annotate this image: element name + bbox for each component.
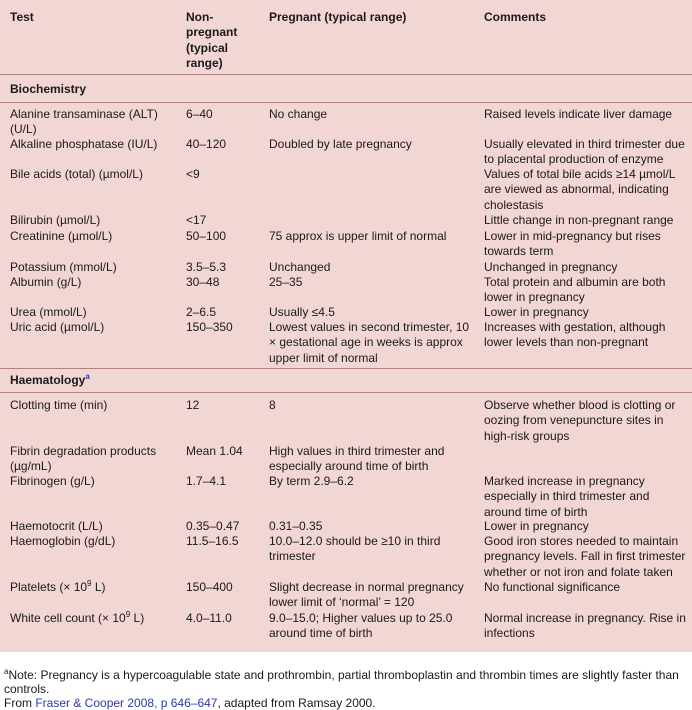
table-row-nonpregnant: Mean 1.04: [186, 444, 243, 458]
table-row-comments: Little change in non-pregnant range: [484, 213, 674, 227]
source-prefix: From: [4, 696, 36, 710]
table-row-pregnant: Unchanged: [269, 260, 331, 274]
table-row-pregnant: Lowest values in second trimester, 10 × gestational age in weeks is approx upper limit of normal: [269, 320, 470, 365]
table-row-comments: No functional significance: [484, 580, 621, 594]
table-row-test: Bilirubin (µmol/L): [10, 213, 101, 227]
table-row-comments: Increases with gestation, although lower levels than non-pregnant: [484, 320, 666, 350]
table-row-comments: Unchanged in pregnancy: [484, 260, 618, 274]
table-row-test: Haemoglobin (g/dL): [10, 534, 116, 548]
table-row-pregnant: 8: [269, 398, 276, 412]
table-row-nonpregnant: 11.5–16.5: [186, 534, 239, 548]
header-test: Test: [10, 10, 34, 24]
table-row-comments: Raised levels indicate liver damage: [484, 107, 673, 121]
table-row-nonpregnant: 40–120: [186, 137, 227, 151]
table-row-pregnant: 25–35: [269, 275, 303, 289]
table-row-pregnant: Slight decrease in normal pregnancy lower limit of ‘normal’ = 120: [269, 580, 464, 610]
header-rule: [0, 74, 692, 75]
footnote-marker-label: a: [4, 667, 9, 676]
table-row-comments: Values of total bile acids ≥14 µmol/L are viewed as abnormal, indicating cholestasis: [484, 167, 675, 212]
table-row-test: Fibrinogen (g/L): [10, 474, 95, 488]
table-row-nonpregnant: 0.35–0.47: [186, 519, 240, 533]
section-rule: [0, 392, 692, 393]
test-name-suffix: L): [130, 611, 145, 625]
table-row-pregnant: Usually ≤4.5: [269, 305, 335, 319]
table-row-pregnant: 0.31–0.35: [269, 519, 323, 533]
table-row-test: [10, 611, 180, 626]
header-comments: Comments: [484, 10, 547, 24]
table-row-comments: Normal increase in pregnancy. Rise in infections: [484, 611, 686, 641]
table-row-test: Urea (mmol/L): [10, 305, 87, 319]
table-row-test: Albumin (g/L): [10, 275, 82, 289]
table-row-pregnant: 9.0–15.0; Higher values up to 25.0 around time of birth: [269, 611, 453, 641]
table-row-test: Potassium (mmol/L): [10, 260, 117, 274]
table-row-nonpregnant: 4.0–11.0: [186, 611, 232, 625]
table-row-nonpregnant: 1.7–4.1: [186, 474, 227, 488]
table-row-test: Fibrin degradation products (µg/mL): [10, 444, 157, 474]
table-row-nonpregnant: <17: [186, 213, 207, 227]
table-row-comments: Observe whether blood is clotting or oozing from venepuncture sites in high-risk groups: [484, 398, 676, 443]
table-row-comments: Marked increase in pregnancy especially in third trimester and around time of birth: [484, 474, 650, 519]
source-link[interactable]: Fraser & Cooper 2008, p 646–647: [35, 696, 218, 710]
table-row-pregnant: By term 2.9–6.2: [269, 474, 354, 488]
section-rule: [0, 368, 692, 369]
table-row-comments: Lower in pregnancy: [484, 305, 589, 319]
section-haematology: [10, 373, 90, 388]
footnote-marker[interactable]: a: [85, 372, 90, 381]
table-row-test: Uric acid (µmol/L): [10, 320, 105, 334]
table-row-test: Creatinine (µmol/L): [10, 229, 113, 243]
table-row-test: Clotting time (min): [10, 398, 108, 412]
table-row-nonpregnant: 2–6.5: [186, 305, 217, 319]
table-row-nonpregnant: 30–48: [186, 275, 220, 289]
footnote-text: Note: Pregnancy is a hypercoagulable state and prothrombin, partial thromboplastin and thrombin times are slightly faster than controls.: [4, 668, 679, 696]
test-name-prefix: Platelets (× 10: [10, 580, 88, 594]
header-nonpregnant: Non-pregnant (typical range): [186, 10, 238, 71]
table-row-test: Bile acids (total) (µmol/L): [10, 167, 143, 181]
table-row-test: Alanine transaminase (ALT) (U/L): [10, 107, 158, 137]
table-row-pregnant: 75 approx is upper limit of normal: [269, 229, 447, 243]
table-row-nonpregnant: 50–100: [186, 229, 227, 243]
table-row-pregnant: No change: [269, 107, 328, 121]
test-name-prefix: White cell count (× 10: [10, 611, 126, 625]
table-footnote: [4, 668, 688, 696]
table-row-pregnant: Doubled by late pregnancy: [269, 137, 412, 151]
section-rule: [0, 102, 692, 103]
exponent: 9: [125, 610, 131, 619]
section-biochemistry: Biochemistry: [10, 82, 87, 96]
table-row-nonpregnant: 150–350: [186, 320, 233, 334]
table-row-comments: Total protein and albumin are both lower in pregnancy: [484, 275, 666, 305]
table-row-pregnant: High values in third trimester and especially around time of birth: [269, 444, 445, 474]
source-suffix: , adapted from Ramsay 2000.: [217, 696, 376, 710]
header-pregnant: Pregnant (typical range): [269, 10, 407, 24]
table-row-nonpregnant: <9: [186, 167, 200, 181]
test-name-suffix: L): [91, 580, 106, 594]
source-citation: [4, 696, 688, 710]
section-haematology-label: Haematology: [10, 373, 86, 387]
table-row-test: [10, 580, 180, 595]
table-row-comments: Lower in mid-pregnancy but rises towards term: [484, 229, 661, 259]
table-row-test: Haemotocrit (L/L): [10, 519, 103, 533]
table-row-comments: Good iron stores needed to maintain pregnancy levels. Fall in first trimester whether or not iron and folate taken: [484, 534, 686, 579]
table-row-comments: Lower in pregnancy: [484, 519, 589, 533]
table-row-nonpregnant: 150–400: [186, 580, 233, 594]
table-row-test: Alkaline phosphatase (IU/L): [10, 137, 158, 151]
table-row-nonpregnant: 12: [186, 398, 200, 412]
exponent: 9: [87, 579, 92, 588]
table-row-comments: Usually elevated in third trimester due to placental production of enzyme: [484, 137, 685, 167]
table-row-nonpregnant: 6–40: [186, 107, 213, 121]
table-row-pregnant: 10.0–12.0 should be ≥10 in third trimester: [269, 534, 441, 564]
table-row-nonpregnant: 3.5–5.3: [186, 260, 227, 274]
